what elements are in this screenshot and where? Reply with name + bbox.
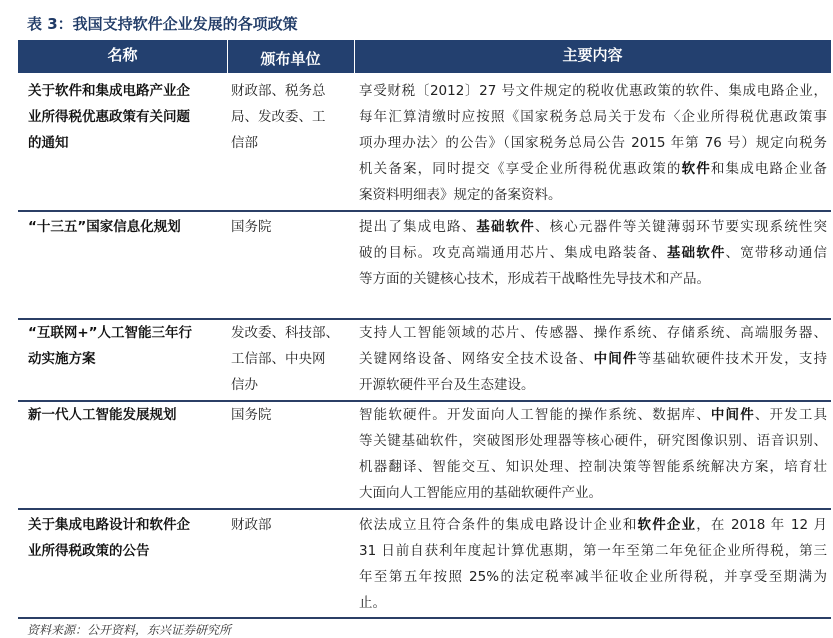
- content-line: 开源软硬件平台及生态建设。: [359, 377, 535, 393]
- content-line: 大面向人工智能应用的基础软硬件产业。: [359, 485, 602, 501]
- content-keyword: 软件企业: [637, 517, 697, 533]
- issuing-unit: [231, 402, 341, 428]
- content-text: ，在 2018 年 12 月: [696, 517, 827, 533]
- policy-content: [359, 402, 827, 506]
- content-text: 等基础软硬件技术开发，支持: [637, 351, 827, 367]
- header-content: 主要内容: [562, 46, 623, 64]
- issuing-unit-line: 发改委、科技部、: [231, 325, 339, 341]
- content-text: 提出了集成电路、: [359, 219, 477, 235]
- content-text: 机关备案，同时提交《享受企业所得税优惠政策的: [359, 161, 682, 177]
- content-line: 享受财税〔2012〕27 号文件规定的税收优惠政策的软件、集成电路企业，: [359, 83, 827, 99]
- policy-name-line: 关于集成电路设计和软件企: [28, 517, 190, 533]
- issuing-unit-line: 局、发改委、工: [231, 109, 326, 125]
- issuing-unit-line: 财政部、税务总: [231, 83, 326, 99]
- policy-name: [28, 78, 223, 156]
- issuing-unit-line: 财政部: [231, 517, 272, 533]
- issuing-unit-line: 工信部、中央网: [231, 351, 326, 367]
- content-keyword: 基础软件: [666, 245, 726, 261]
- content-keyword: 基础软件: [476, 219, 535, 235]
- policy-name-line: 的通知: [28, 135, 69, 151]
- table-header: [18, 40, 831, 73]
- content-line: 年至第五年按照 25%的法定税率减半征收企业所得税，并享受至期满为: [359, 569, 827, 585]
- issuing-unit-line: 信办: [231, 377, 258, 393]
- table-row: [18, 512, 831, 619]
- policy-name: [28, 214, 223, 240]
- content-line: [359, 512, 827, 538]
- issuing-unit: [231, 320, 341, 398]
- policy-name: [28, 402, 223, 428]
- content-line: [359, 214, 827, 240]
- content-line: [359, 402, 827, 428]
- policy-name-line: “十三五”国家信息化规划: [28, 219, 181, 235]
- content-line: 案资料明细表》规定的备案资料。: [359, 187, 562, 203]
- policy-name: [28, 512, 223, 564]
- content-keyword: 软件: [681, 161, 711, 177]
- header-unit: 颁布单位: [260, 50, 321, 68]
- issuing-unit: [231, 78, 341, 156]
- content-text: 依法成立且符合条件的集成电路设计企业和: [359, 517, 638, 533]
- policy-name-line: 动实施方案: [28, 351, 96, 367]
- content-line: 机器翻译、智能交互、知识处理、控制决策等智能系统解决方案，培育壮: [359, 459, 827, 475]
- content-line: 等关键基础软件，突破图形处理器等核心硬件，研究图像识别、语音识别、: [359, 433, 827, 449]
- policy-name-line: 业所得税政策的公告: [28, 543, 150, 559]
- content-line: [359, 240, 827, 266]
- table-row: [18, 402, 831, 510]
- issuing-unit: [231, 512, 341, 538]
- content-line: 止。: [359, 595, 386, 611]
- issuing-unit: [231, 214, 341, 240]
- content-line: 31 日前自获利年度起计算优惠期，第一年至第二年免征企业所得税，第三: [359, 543, 827, 559]
- content-text: 、核心元器件等关键薄弱环节要实现系统性突: [534, 219, 827, 235]
- policy-name-line: 业所得税优惠政策有关问题: [28, 109, 190, 125]
- table-row: [18, 212, 831, 320]
- content-text: 和集成电路企业备: [710, 161, 827, 177]
- content-line: [359, 156, 827, 182]
- policy-name-line: “互联网+”人工智能三年行: [28, 325, 193, 341]
- content-line: 支持人工智能领域的芯片、传感器、操作系统、存储系统、高端服务器、: [359, 325, 827, 341]
- content-text: 、宽带移动通信: [725, 245, 827, 261]
- content-line: 每年汇算清缴时应按照《国家税务总局关于发布〈企业所得税优惠政策事: [359, 109, 827, 125]
- issuing-unit-line: 信部: [231, 135, 258, 151]
- content-keyword: 中间件: [710, 407, 755, 423]
- content-line: 等方面的关键核心技术，形成若干战略性先导技术和产品。: [359, 271, 710, 287]
- issuing-unit-line: 国务院: [231, 407, 272, 423]
- table-row: [18, 78, 831, 212]
- issuing-unit-line: 国务院: [231, 219, 272, 235]
- policy-name-line: 关于软件和集成电路产业企: [28, 83, 190, 99]
- content-text: 、开发工具: [754, 407, 827, 423]
- table-row: [18, 320, 831, 402]
- policy-content: [359, 320, 827, 398]
- header-name: 名称: [107, 46, 138, 64]
- policy-content: [359, 78, 827, 208]
- content-keyword: 中间件: [593, 351, 638, 367]
- policy-name: [28, 320, 223, 372]
- content-text: 智能软硬件。开发面向人工智能的操作系统、数据库、: [359, 407, 711, 423]
- source-note: 资料来源：公开资料，东兴证券研究所: [27, 623, 232, 637]
- policy-content: [359, 214, 827, 292]
- table-title: 表 3：我国支持软件企业发展的各项政策: [27, 15, 298, 33]
- content-line: 项办理办法〉的公告》（国家税务总局公告 2015 年第 76 号）规定向税务: [359, 135, 827, 151]
- content-text: 关键网络设备、网络安全技术设备、: [359, 351, 594, 367]
- content-text: 破的目标。攻克高端通用芯片、集成电路装备、: [359, 245, 667, 261]
- content-line: [359, 346, 827, 372]
- policy-name-line: 新一代人工智能发展规划: [28, 407, 177, 423]
- policy-content: [359, 512, 827, 616]
